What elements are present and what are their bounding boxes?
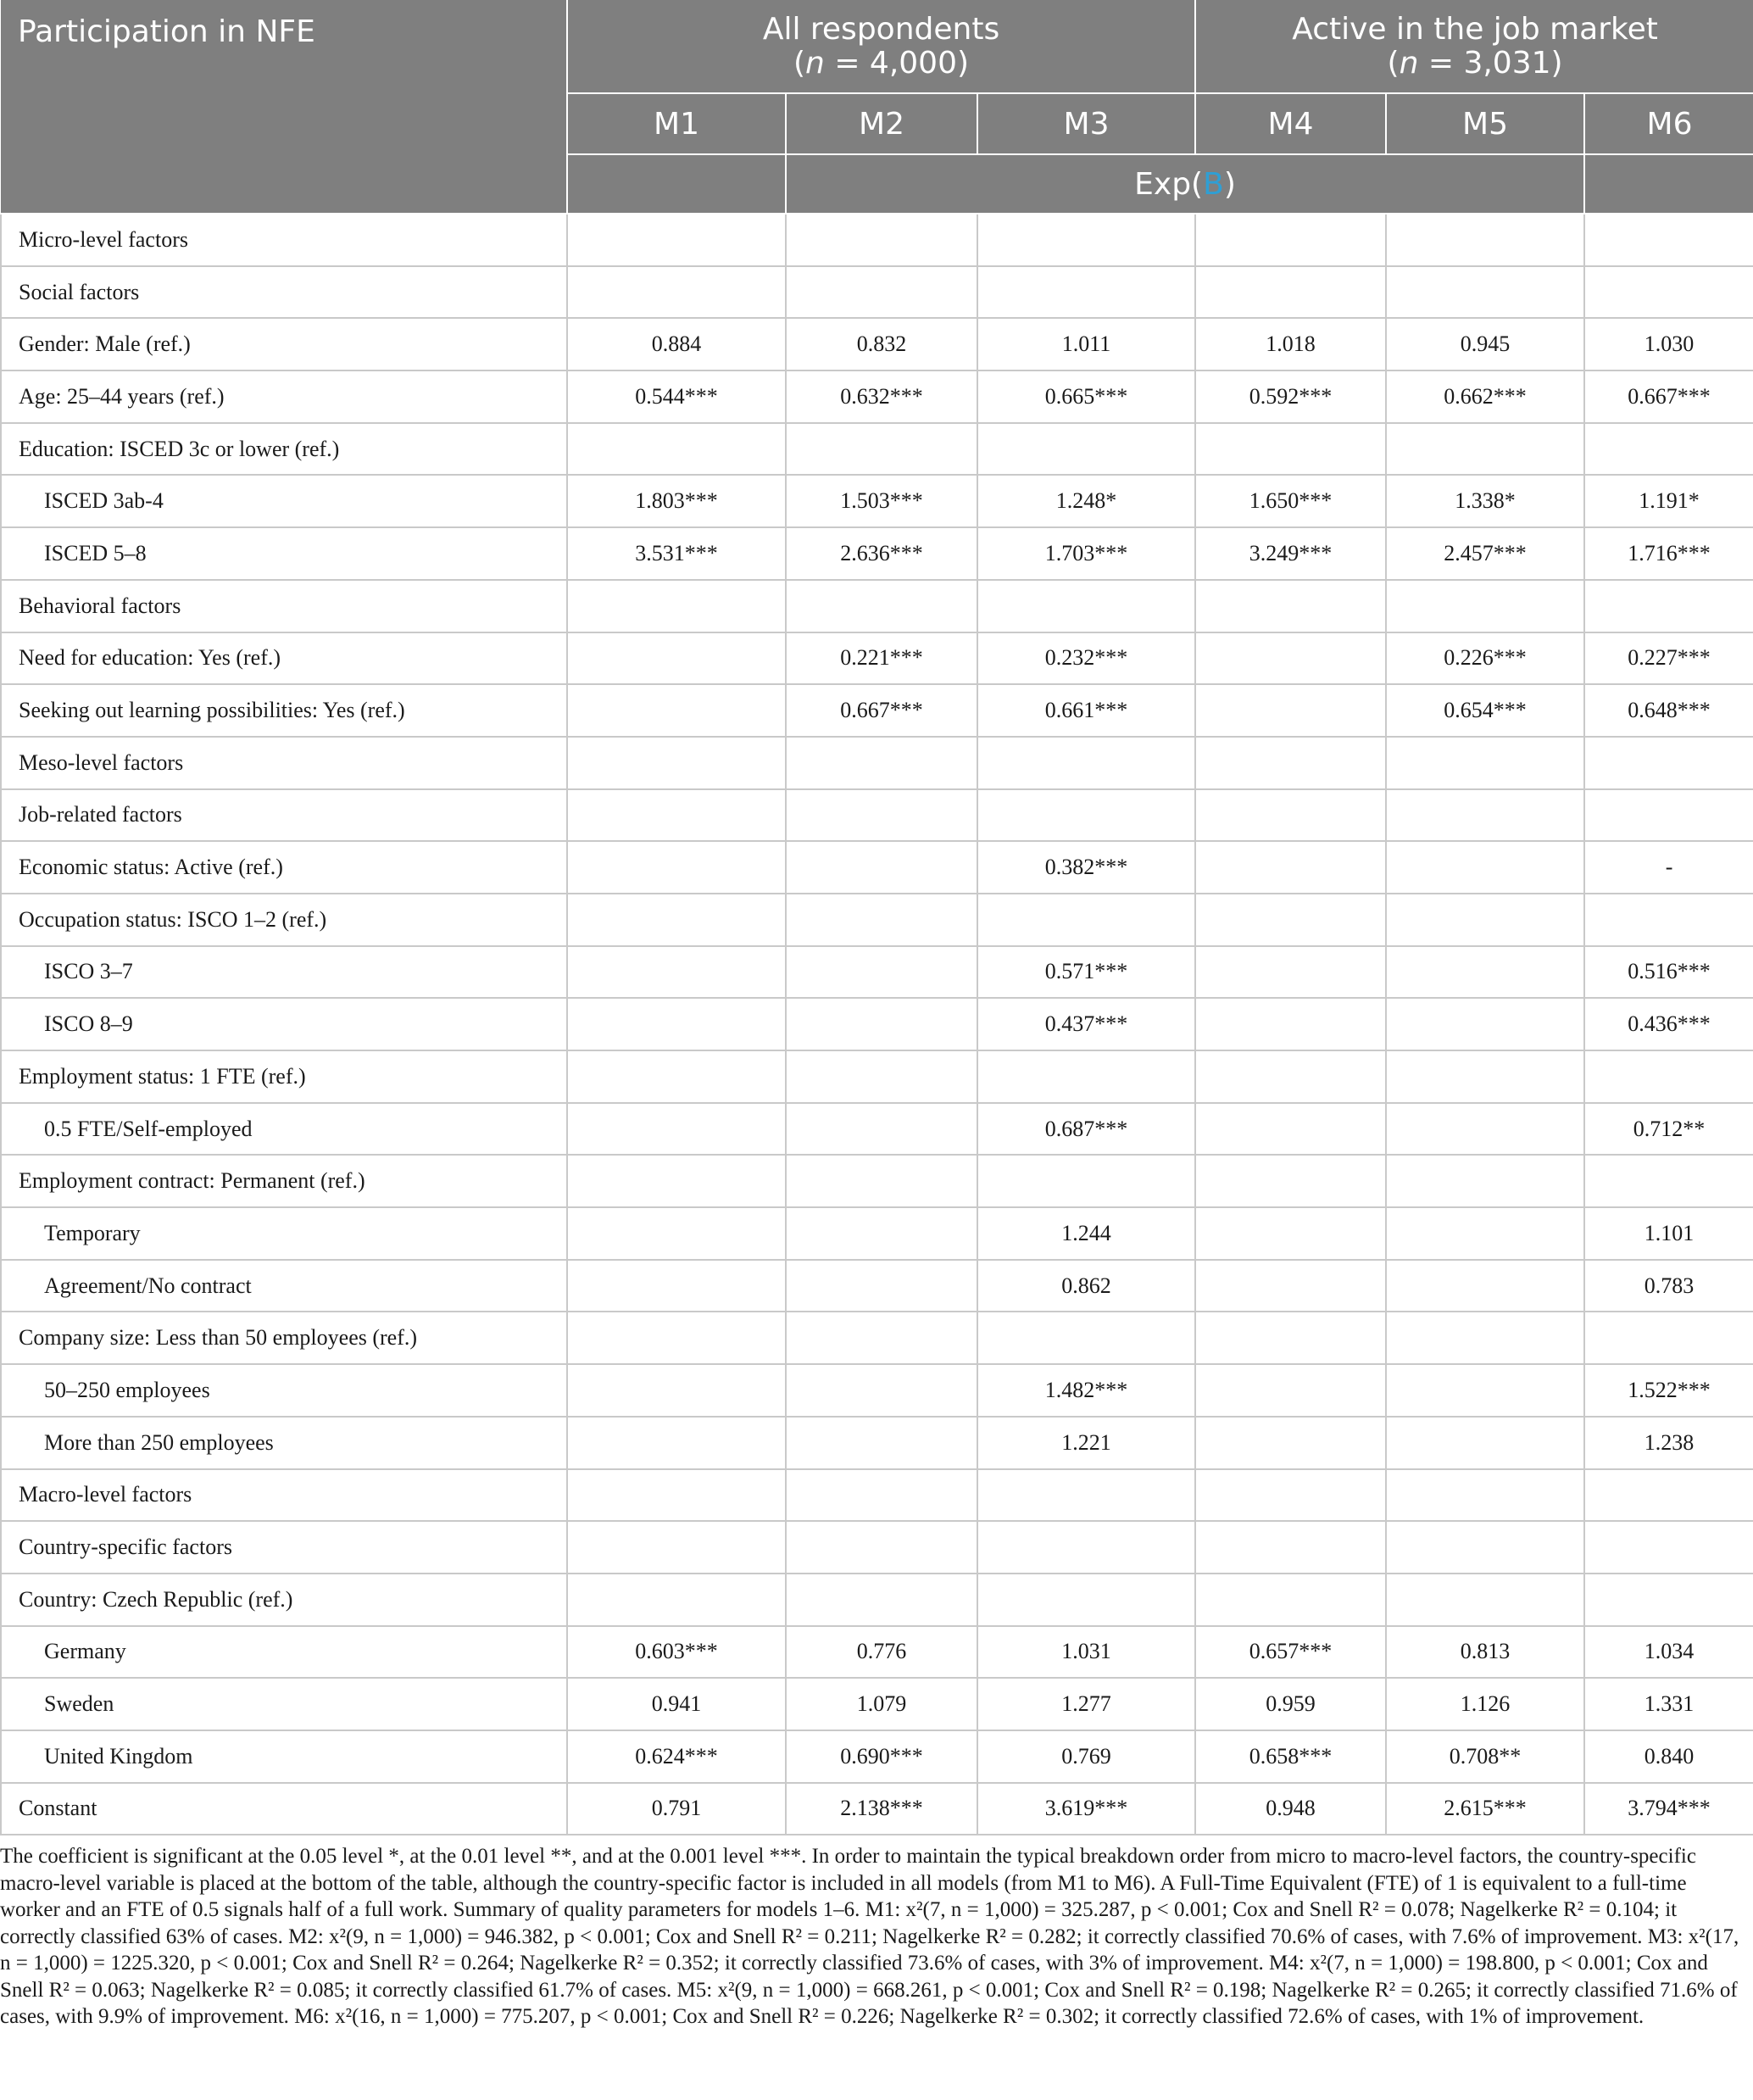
cell-m1 — [567, 1050, 786, 1103]
table-row — [1, 214, 1753, 266]
cell-m5: 2.457*** — [1386, 527, 1584, 580]
table-header — [1, 0, 1753, 214]
row-label: Temporary — [1, 1207, 567, 1260]
cell-m3: 1.011 — [977, 318, 1195, 370]
cell-m3: 0.571*** — [977, 946, 1195, 999]
cell-m6: 1.716*** — [1584, 527, 1753, 580]
cell-m5 — [1386, 1574, 1584, 1626]
cell-m6 — [1584, 1050, 1753, 1103]
expb-header: Exp(B) — [786, 154, 1584, 214]
cell-m5: 0.708** — [1386, 1730, 1584, 1783]
row-label: Micro-level factors — [1, 214, 567, 266]
cell-m4 — [1195, 1207, 1386, 1260]
cell-m2 — [786, 1417, 977, 1469]
corner-label: Participation in NFE — [1, 0, 567, 214]
cell-m2 — [786, 580, 977, 632]
table-row — [1, 1469, 1753, 1522]
cell-m6: 0.667*** — [1584, 370, 1753, 423]
cell-m2: 0.632*** — [786, 370, 977, 423]
cell-m2: 0.776 — [786, 1626, 977, 1679]
cell-m6: 1.030 — [1584, 318, 1753, 370]
table-row — [1, 580, 1753, 632]
cell-m2 — [786, 1521, 977, 1574]
row-label: 50–250 employees — [1, 1364, 567, 1417]
table-row — [1, 946, 1753, 999]
cell-m1: 0.624*** — [567, 1730, 786, 1783]
table-row — [1, 1678, 1753, 1730]
model-header-m2: M2 — [786, 93, 977, 154]
cell-m2 — [786, 841, 977, 894]
cell-m6: 1.331 — [1584, 1678, 1753, 1730]
table-row — [1, 1783, 1753, 1835]
cell-m2 — [786, 214, 977, 266]
row-label: United Kingdom — [1, 1730, 567, 1783]
cell-m6 — [1584, 1155, 1753, 1207]
cell-m4 — [1195, 1260, 1386, 1312]
cell-m1: 0.544*** — [567, 370, 786, 423]
table-row — [1, 1626, 1753, 1679]
cell-m6: - — [1584, 841, 1753, 894]
cell-m5 — [1386, 946, 1584, 999]
table-row — [1, 318, 1753, 370]
cell-m5: 0.945 — [1386, 318, 1584, 370]
cell-m2: 0.690*** — [786, 1730, 977, 1783]
cell-m3: 0.661*** — [977, 684, 1195, 737]
table-row — [1, 1574, 1753, 1626]
cell-m1 — [567, 266, 786, 319]
row-label: Job-related factors — [1, 789, 567, 842]
row-label: Macro-level factors — [1, 1469, 567, 1522]
cell-m3: 1.703*** — [977, 527, 1195, 580]
cell-m4: 1.650*** — [1195, 475, 1386, 527]
cell-m2 — [786, 894, 977, 946]
cell-m6 — [1584, 1312, 1753, 1364]
cell-m4 — [1195, 1469, 1386, 1522]
cell-m1 — [567, 214, 786, 266]
cell-m1: 0.884 — [567, 318, 786, 370]
cell-m3: 1.482*** — [977, 1364, 1195, 1417]
cell-m3: 0.232*** — [977, 632, 1195, 685]
cell-m6 — [1584, 894, 1753, 946]
cell-m3 — [977, 1312, 1195, 1364]
cell-m6: 1.238 — [1584, 1417, 1753, 1469]
cell-m2 — [786, 1207, 977, 1260]
cell-m1 — [567, 1260, 786, 1312]
cell-m6: 0.783 — [1584, 1260, 1753, 1312]
cell-m2 — [786, 1260, 977, 1312]
n-symbol: n — [1399, 45, 1419, 81]
cell-m4 — [1195, 946, 1386, 999]
cell-m3 — [977, 789, 1195, 842]
cell-m5 — [1386, 1312, 1584, 1364]
cell-m2 — [786, 266, 977, 319]
blank-header-cell — [567, 154, 786, 214]
cell-m6: 1.522*** — [1584, 1364, 1753, 1417]
cell-m5 — [1386, 1155, 1584, 1207]
group-n-value: = 3,031) — [1418, 45, 1563, 81]
cell-m3 — [977, 1469, 1195, 1522]
row-label: Agreement/No contract — [1, 1260, 567, 1312]
cell-m6: 1.101 — [1584, 1207, 1753, 1260]
row-label: ISCO 8–9 — [1, 998, 567, 1050]
cell-m4 — [1195, 1312, 1386, 1364]
cell-m5: 0.654*** — [1386, 684, 1584, 737]
cell-m5 — [1386, 1050, 1584, 1103]
cell-m1 — [567, 998, 786, 1050]
cell-m5 — [1386, 1521, 1584, 1574]
cell-m1 — [567, 1155, 786, 1207]
cell-m1 — [567, 1103, 786, 1156]
cell-m5: 0.226*** — [1386, 632, 1584, 685]
cell-m3 — [977, 737, 1195, 789]
table-row — [1, 1103, 1753, 1156]
cell-m1 — [567, 789, 786, 842]
cell-m6 — [1584, 1521, 1753, 1574]
cell-m2 — [786, 1155, 977, 1207]
cell-m2: 1.079 — [786, 1678, 977, 1730]
cell-m2: 0.221*** — [786, 632, 977, 685]
cell-m5 — [1386, 266, 1584, 319]
row-label: Germany — [1, 1626, 567, 1679]
cell-m2 — [786, 423, 977, 476]
row-label: Constant — [1, 1783, 567, 1835]
cell-m2 — [786, 998, 977, 1050]
cell-m3: 3.619*** — [977, 1783, 1195, 1835]
cell-m5: 0.662*** — [1386, 370, 1584, 423]
row-label: Occupation status: ISCO 1–2 (ref.) — [1, 894, 567, 946]
cell-m1 — [567, 894, 786, 946]
cell-m3: 0.437*** — [977, 998, 1195, 1050]
table-footnote: The coefficient is significant at the 0.05 level *, at the 0.01 level **, and at the 0.001 level ***. In order to maintain the typical breakdown order from micro to macro-level factors, the country-specific macro-level variable is placed at the bottom of the table, although the country-specific factor is included in all models (from M1 to M6). A Full-Time Equivalent (FTE) of 1 is equivalent to a full-time worker and an FTE of 0.5 signals half of a full work. Summary of quality parameters for models 1–6. M1: x²(7, n = 1,000) = 325.287, p < 0.001; Cox and Snell R² = 0.078; Nagelkerke R² = 0.104; it correctly classified 63% of cases. M2: x²(9, n = 1,000) = 946.382, p < 0.001; Cox and Snell R² = 0.211; Nagelkerke R² = 0.282; it correctly classified 70.6% of cases, with 7.6% of improvement. M3: x²(17, n = 1,000) = 1225.320, p < 0.001; Cox and Snell R² = 0.264; Nagelkerke R² = 0.352; it correctly classified 73.6% of cases, with 3% of improvement. M4: x²(7, n = 1,000) = 198.800, p < 0.001; Cox and Snell R² = 0.063; Nagelkerke R² = 0.085; it correctly classified 61.7% of cases. M5: x²(9, n = 1,000) = 668.261, p < 0.001; Cox and Snell R² = 0.198; Nagelkerke R² = 0.265; it correctly classified 71.6% of cases, with 9.9% of improvement. M6: x²(16, n = 1,000) = 775.207, p < 0.001; Cox and Snell R² = 0.226; Nagelkerke R² = 0.302; it correctly classified 72.6% of cases, with 1% of improvement. — [0, 1845, 1739, 2028]
cell-m2 — [786, 1364, 977, 1417]
cell-m3: 1.031 — [977, 1626, 1195, 1679]
model-header-m3: M3 — [977, 93, 1195, 154]
table-row — [1, 894, 1753, 946]
row-label: Social factors — [1, 266, 567, 319]
expb-symbol: B — [1203, 166, 1224, 202]
model-header-m1: M1 — [567, 93, 786, 154]
cell-m6 — [1584, 423, 1753, 476]
group-title: All respondents — [762, 11, 1000, 47]
cell-m2: 1.503*** — [786, 475, 977, 527]
cell-m3: 1.248* — [977, 475, 1195, 527]
cell-m1 — [567, 1364, 786, 1417]
cell-m6: 1.191* — [1584, 475, 1753, 527]
table-row — [1, 1312, 1753, 1364]
table-body — [1, 214, 1753, 1835]
cell-m1 — [567, 946, 786, 999]
cell-m6: 0.516*** — [1584, 946, 1753, 999]
row-label: 0.5 FTE/Self-employed — [1, 1103, 567, 1156]
cell-m4 — [1195, 1050, 1386, 1103]
table-row — [1, 1521, 1753, 1574]
cell-m4 — [1195, 998, 1386, 1050]
group-n-value: = 4,000) — [824, 45, 970, 81]
cell-m2: 2.138*** — [786, 1783, 977, 1835]
cell-m4: 0.658*** — [1195, 1730, 1386, 1783]
table-row — [1, 1207, 1753, 1260]
cell-m3: 0.382*** — [977, 841, 1195, 894]
cell-m1: 1.803*** — [567, 475, 786, 527]
cell-m6 — [1584, 214, 1753, 266]
blank-header-cell — [1584, 154, 1753, 214]
cell-m3 — [977, 580, 1195, 632]
cell-m4 — [1195, 1155, 1386, 1207]
cell-m5 — [1386, 998, 1584, 1050]
cell-m4 — [1195, 841, 1386, 894]
cell-m3: 0.665*** — [977, 370, 1195, 423]
cell-m3 — [977, 894, 1195, 946]
cell-m5 — [1386, 737, 1584, 789]
table-row — [1, 423, 1753, 476]
cell-m1 — [567, 1521, 786, 1574]
cell-m4 — [1195, 1103, 1386, 1156]
model-header-m4: M4 — [1195, 93, 1386, 154]
cell-m4: 0.948 — [1195, 1783, 1386, 1835]
table-row — [1, 789, 1753, 842]
cell-m4 — [1195, 632, 1386, 685]
cell-m6 — [1584, 1574, 1753, 1626]
cell-m3: 1.277 — [977, 1678, 1195, 1730]
cell-m6 — [1584, 737, 1753, 789]
cell-m2 — [786, 1103, 977, 1156]
cell-m1 — [567, 1312, 786, 1364]
cell-m5: 0.813 — [1386, 1626, 1584, 1679]
table-row — [1, 632, 1753, 685]
group-all-respondents: All respondents (n = 4,000) — [567, 0, 1195, 93]
cell-m3 — [977, 1050, 1195, 1103]
n-symbol: n — [805, 45, 825, 81]
model-header-m6: M6 — [1584, 93, 1753, 154]
table-row — [1, 1417, 1753, 1469]
cell-m1: 0.941 — [567, 1678, 786, 1730]
model-header-m5: M5 — [1386, 93, 1584, 154]
cell-m5: 1.126 — [1386, 1678, 1584, 1730]
cell-m4 — [1195, 214, 1386, 266]
cell-m2 — [786, 1574, 977, 1626]
cell-m6: 0.436*** — [1584, 998, 1753, 1050]
cell-m5 — [1386, 1103, 1584, 1156]
cell-m4 — [1195, 684, 1386, 737]
cell-m5 — [1386, 789, 1584, 842]
cell-m4 — [1195, 580, 1386, 632]
cell-m4 — [1195, 1364, 1386, 1417]
cell-m1 — [567, 841, 786, 894]
cell-m2 — [786, 737, 977, 789]
cell-m2 — [786, 946, 977, 999]
row-label: Seeking out learning possibilities: Yes (ref.) — [1, 684, 567, 737]
cell-m5 — [1386, 841, 1584, 894]
cell-m5 — [1386, 1417, 1584, 1469]
cell-m3 — [977, 1574, 1195, 1626]
cell-m3: 0.687*** — [977, 1103, 1195, 1156]
cell-m6: 0.227*** — [1584, 632, 1753, 685]
cell-m5: 2.615*** — [1386, 1783, 1584, 1835]
cell-m6 — [1584, 789, 1753, 842]
cell-m5 — [1386, 1364, 1584, 1417]
cell-m4 — [1195, 1574, 1386, 1626]
cell-m2 — [786, 1050, 977, 1103]
table-row — [1, 1155, 1753, 1207]
row-label: ISCED 5–8 — [1, 527, 567, 580]
cell-m3: 1.221 — [977, 1417, 1195, 1469]
cell-m5 — [1386, 423, 1584, 476]
cell-m2: 2.636*** — [786, 527, 977, 580]
cell-m4 — [1195, 423, 1386, 476]
cell-m4: 3.249*** — [1195, 527, 1386, 580]
row-label: Employment contract: Permanent (ref.) — [1, 1155, 567, 1207]
cell-m5 — [1386, 1207, 1584, 1260]
cell-m5 — [1386, 1469, 1584, 1522]
cell-m1 — [567, 580, 786, 632]
table-row — [1, 737, 1753, 789]
cell-m5 — [1386, 580, 1584, 632]
row-label: Company size: Less than 50 employees (ref.) — [1, 1312, 567, 1364]
cell-m3: 0.769 — [977, 1730, 1195, 1783]
row-label: Education: ISCED 3c or lower (ref.) — [1, 423, 567, 476]
cell-m1 — [567, 1207, 786, 1260]
cell-m6 — [1584, 580, 1753, 632]
table-row — [1, 1050, 1753, 1103]
cell-m5 — [1386, 894, 1584, 946]
cell-m6: 0.840 — [1584, 1730, 1753, 1783]
table-row — [1, 475, 1753, 527]
cell-m1 — [567, 1469, 786, 1522]
cell-m4: 1.018 — [1195, 318, 1386, 370]
cell-m4: 0.657*** — [1195, 1626, 1386, 1679]
cell-m2: 0.832 — [786, 318, 977, 370]
table-row — [1, 684, 1753, 737]
row-label: Economic status: Active (ref.) — [1, 841, 567, 894]
cell-m5 — [1386, 1260, 1584, 1312]
table-row — [1, 266, 1753, 319]
table-row — [1, 1364, 1753, 1417]
row-label: ISCO 3–7 — [1, 946, 567, 999]
cell-m2 — [786, 1312, 977, 1364]
cell-m6: 3.794*** — [1584, 1783, 1753, 1835]
cell-m3: 1.244 — [977, 1207, 1195, 1260]
table-row — [1, 527, 1753, 580]
cell-m1 — [567, 632, 786, 685]
cell-m3 — [977, 266, 1195, 319]
cell-m2 — [786, 1469, 977, 1522]
cell-m4 — [1195, 1521, 1386, 1574]
cell-m1 — [567, 423, 786, 476]
table-row — [1, 1730, 1753, 1783]
cell-m3 — [977, 1155, 1195, 1207]
cell-m3 — [977, 423, 1195, 476]
cell-m2 — [786, 789, 977, 842]
row-label: Country-specific factors — [1, 1521, 567, 1574]
table-row — [1, 841, 1753, 894]
cell-m5 — [1386, 214, 1584, 266]
cell-m6 — [1584, 266, 1753, 319]
table-row — [1, 1260, 1753, 1312]
cell-m2: 0.667*** — [786, 684, 977, 737]
cell-m6: 1.034 — [1584, 1626, 1753, 1679]
cell-m1 — [567, 684, 786, 737]
cell-m6: 0.648*** — [1584, 684, 1753, 737]
cell-m4 — [1195, 894, 1386, 946]
cell-m6 — [1584, 1469, 1753, 1522]
group-title: Active in the job market — [1292, 11, 1658, 47]
cell-m4 — [1195, 266, 1386, 319]
row-label: Age: 25–44 years (ref.) — [1, 370, 567, 423]
cell-m1 — [567, 1417, 786, 1469]
cell-m5: 1.338* — [1386, 475, 1584, 527]
cell-m3 — [977, 1521, 1195, 1574]
cell-m1: 0.791 — [567, 1783, 786, 1835]
cell-m1: 0.603*** — [567, 1626, 786, 1679]
row-label: Behavioral factors — [1, 580, 567, 632]
row-label: Need for education: Yes (ref.) — [1, 632, 567, 685]
cell-m4: 0.592*** — [1195, 370, 1386, 423]
row-label: ISCED 3ab-4 — [1, 475, 567, 527]
cell-m4 — [1195, 1417, 1386, 1469]
row-label: More than 250 employees — [1, 1417, 567, 1469]
cell-m3: 0.862 — [977, 1260, 1195, 1312]
cell-m3 — [977, 214, 1195, 266]
row-label: Country: Czech Republic (ref.) — [1, 1574, 567, 1626]
row-label: Gender: Male (ref.) — [1, 318, 567, 370]
table-row — [1, 370, 1753, 423]
cell-m4: 0.959 — [1195, 1678, 1386, 1730]
group-active-job-market: Active in the job market (n = 3,031) — [1195, 0, 1753, 93]
row-label: Sweden — [1, 1678, 567, 1730]
cell-m1 — [567, 737, 786, 789]
cell-m4 — [1195, 737, 1386, 789]
cell-m1: 3.531*** — [567, 527, 786, 580]
table-row — [1, 998, 1753, 1050]
cell-m1 — [567, 1574, 786, 1626]
cell-m4 — [1195, 789, 1386, 842]
cell-m6: 0.712** — [1584, 1103, 1753, 1156]
row-label: Employment status: 1 FTE (ref.) — [1, 1050, 567, 1103]
row-label: Meso-level factors — [1, 737, 567, 789]
